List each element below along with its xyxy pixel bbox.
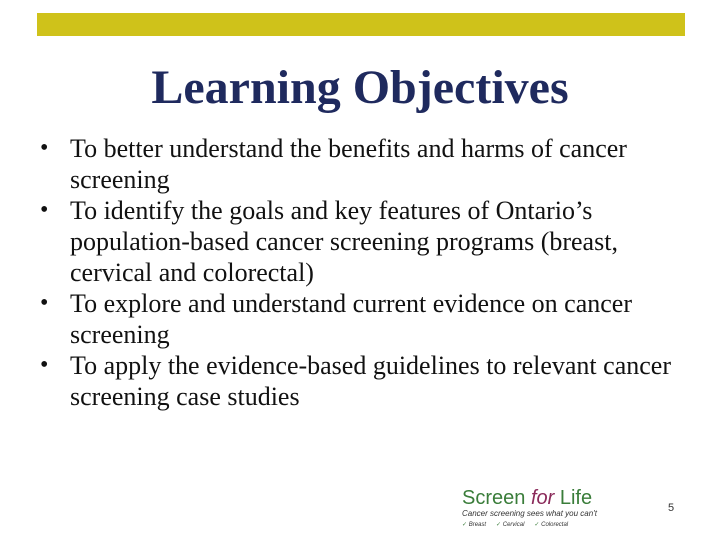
logo-item-label: Colorectal bbox=[541, 522, 569, 528]
bullet-text: To better understand the benefits and harms of cancer screening bbox=[70, 134, 627, 194]
logo-item-label: Cervical bbox=[502, 522, 525, 528]
check-icon: ✓ bbox=[462, 522, 468, 528]
logo-item-breast bbox=[462, 521, 486, 528]
logo-name-suffix: Life bbox=[554, 487, 593, 509]
list-item bbox=[40, 350, 690, 412]
logo-title bbox=[462, 487, 602, 509]
screen-for-life-logo bbox=[462, 487, 602, 533]
list-item bbox=[40, 133, 690, 195]
list-item bbox=[40, 288, 690, 350]
logo-name-prefix: Screen bbox=[462, 487, 531, 509]
bullet-icon: • bbox=[40, 135, 49, 161]
header-accent-bar bbox=[37, 13, 685, 36]
objectives-list bbox=[40, 133, 690, 412]
bullet-text: To explore and understand current evidence on cancer screening bbox=[70, 289, 632, 349]
logo-item-cervical bbox=[496, 521, 524, 528]
bullet-text: To identify the goals and key features of Ontario’s population-based cancer screening programs (breast, cervical and colorectal) bbox=[70, 196, 618, 287]
bullet-icon: • bbox=[40, 197, 49, 223]
bullet-icon: • bbox=[40, 290, 49, 316]
logo-item-label: Breast bbox=[468, 522, 487, 528]
check-icon: ✓ bbox=[496, 522, 502, 528]
logo-tagline: Cancer screening sees what you can't bbox=[462, 509, 597, 518]
list-item bbox=[40, 195, 690, 288]
slide-title: Learning Objectives bbox=[151, 61, 569, 114]
logo-programs bbox=[462, 521, 602, 528]
page-number: 5 bbox=[668, 502, 675, 514]
logo-item-colorectal bbox=[534, 521, 568, 528]
check-icon: ✓ bbox=[534, 522, 540, 528]
logo-name-italic: for bbox=[530, 487, 555, 509]
bullet-text: To apply the evidence-based guidelines to relevant cancer screening case studies bbox=[70, 351, 671, 411]
bullet-icon: • bbox=[40, 352, 49, 378]
